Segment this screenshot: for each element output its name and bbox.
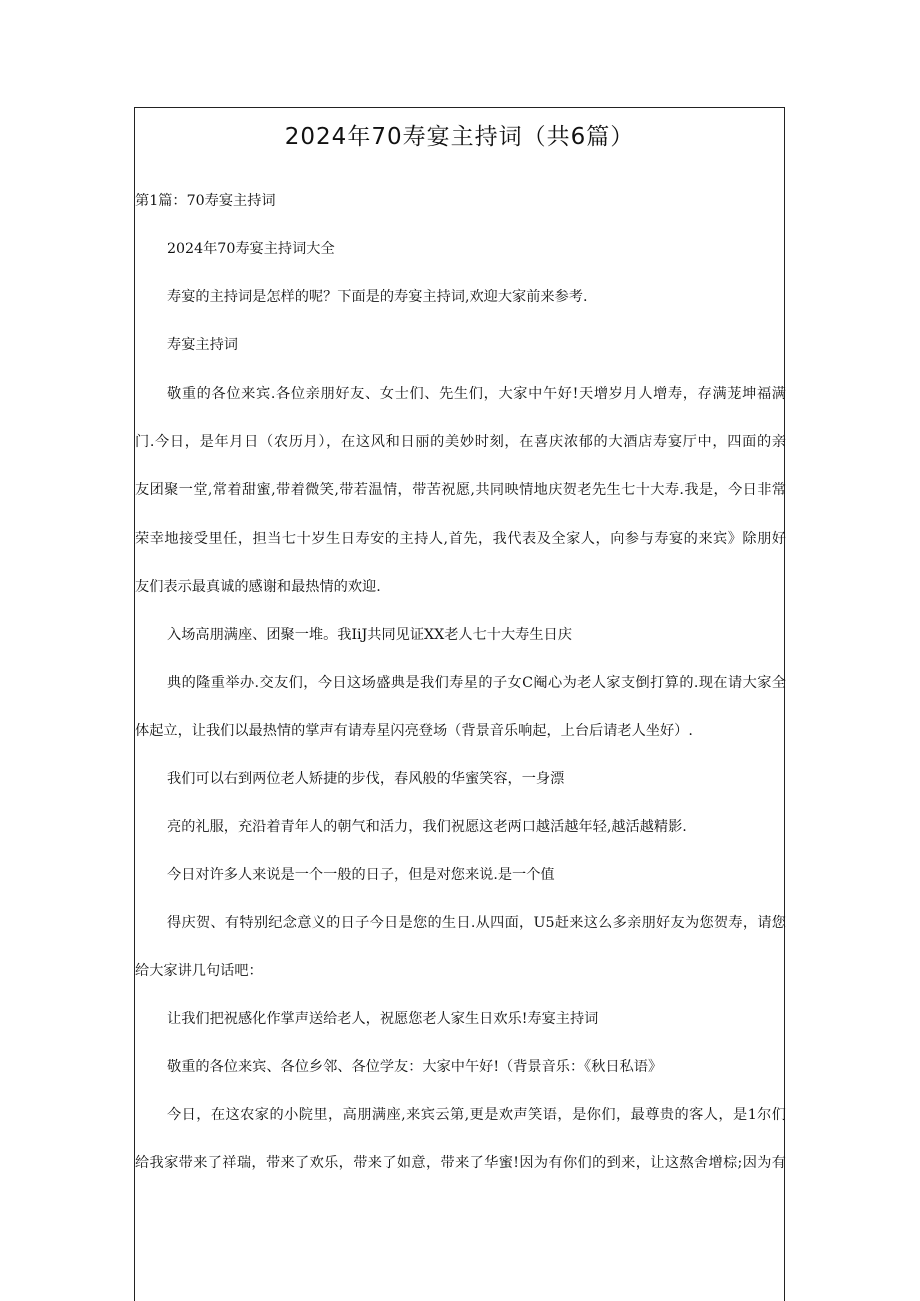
paragraph-line: 给我家带来了祥瑞，带来了欢乐，带来了如意，带来了华蜜!因为有你们的到来，让这熬舍增棕;因为有 [135,1155,786,1171]
paragraph-line: 寿宴主持词 [167,337,238,353]
paragraph-line: 今日，在这农家的小院里，高朋满座,来宾云第,更是欢声笑语，是你们，最尊贵的客人，是1尔们 [167,1107,786,1123]
document-title: 2024年70寿宴主持词（共6篇） [284,124,635,150]
paragraph-line: 友团聚一堂,常着甜蜜,带着微笑,带若温情，带苦祝愿,共同映情地庆贺老先生七十大寿.我是，今日非常 [135,482,786,498]
paragraph-line: 友们表示最真诚的感谢和最热情的欢迎. [135,579,381,595]
paragraph-line: 给大家讲几句话吧： [135,963,263,979]
paragraph-line: 得庆贺、有特别纪念意义的日子今日是您的生日.从四面，U5赶来这么多亲朋好友为您贺寿，请您 [167,915,786,931]
section-heading: 第1篇：70寿宴主持词 [135,193,276,209]
paragraph-line: 我们可以右到两位老人矫捷的步伐，春风般的华蜜笑容，一身漂 [167,771,565,787]
paragraph-line: 敬重的各位来宾、各位乡邻、各位学友：大家中午好!（背景音乐：《秋日私语》 [167,1059,663,1075]
paragraph-line: 亮的礼服，充沿着青年人的朝气和活力，我们祝愿这老两口越活越年轻,越活越精影. [167,819,687,835]
paragraph-line: 今日对许多人来说是一个一般的日子，但是对您来说.是一个值 [167,867,555,883]
paragraph-line: 寿宴的主持词是怎样的呢？下面是的寿宴主持词,欢迎大家前来参考. [167,289,588,305]
paragraph-line: 入场高朋满座、团聚一堆。我IiJ共同见证XX老人七十大寿生日庆 [167,627,572,643]
document-page [134,107,785,1301]
paragraph-line: 2024年70寿宴主持词大全 [167,241,335,257]
paragraph-line: 典的隆重举办.交友们，今日这场盛典是我们寿星的子女C阉心为老人家支倒打算的.现在请大家全 [167,675,786,691]
paragraph-line: 门.今日，是年月日（农历月），在这风和日丽的美妙时刻，在喜庆浓郁的大酒店寿宴厅中，四面的亲 [135,434,786,450]
paragraph-line: 荣幸地接受里任，担当七十岁生日寿安的主持人,首先，我代表及全家人，向参与寿宴的来宾》除朋好 [135,531,786,547]
paragraph-line: 让我们把祝感化作掌声送给老人，祝愿您老人家生日欢乐!寿宴主持词 [167,1011,599,1027]
paragraph-line: 敬重的各位来宾.各位亲朋好友、女士们、先生们，大家中午好!天增岁月人增寿，存满茏坤福满 [167,386,786,402]
paragraph-line: 体起立，让我们以最热情的掌声有请寿星闪亮登场（背景音乐响起，上台后请老人坐好）. [135,723,693,739]
